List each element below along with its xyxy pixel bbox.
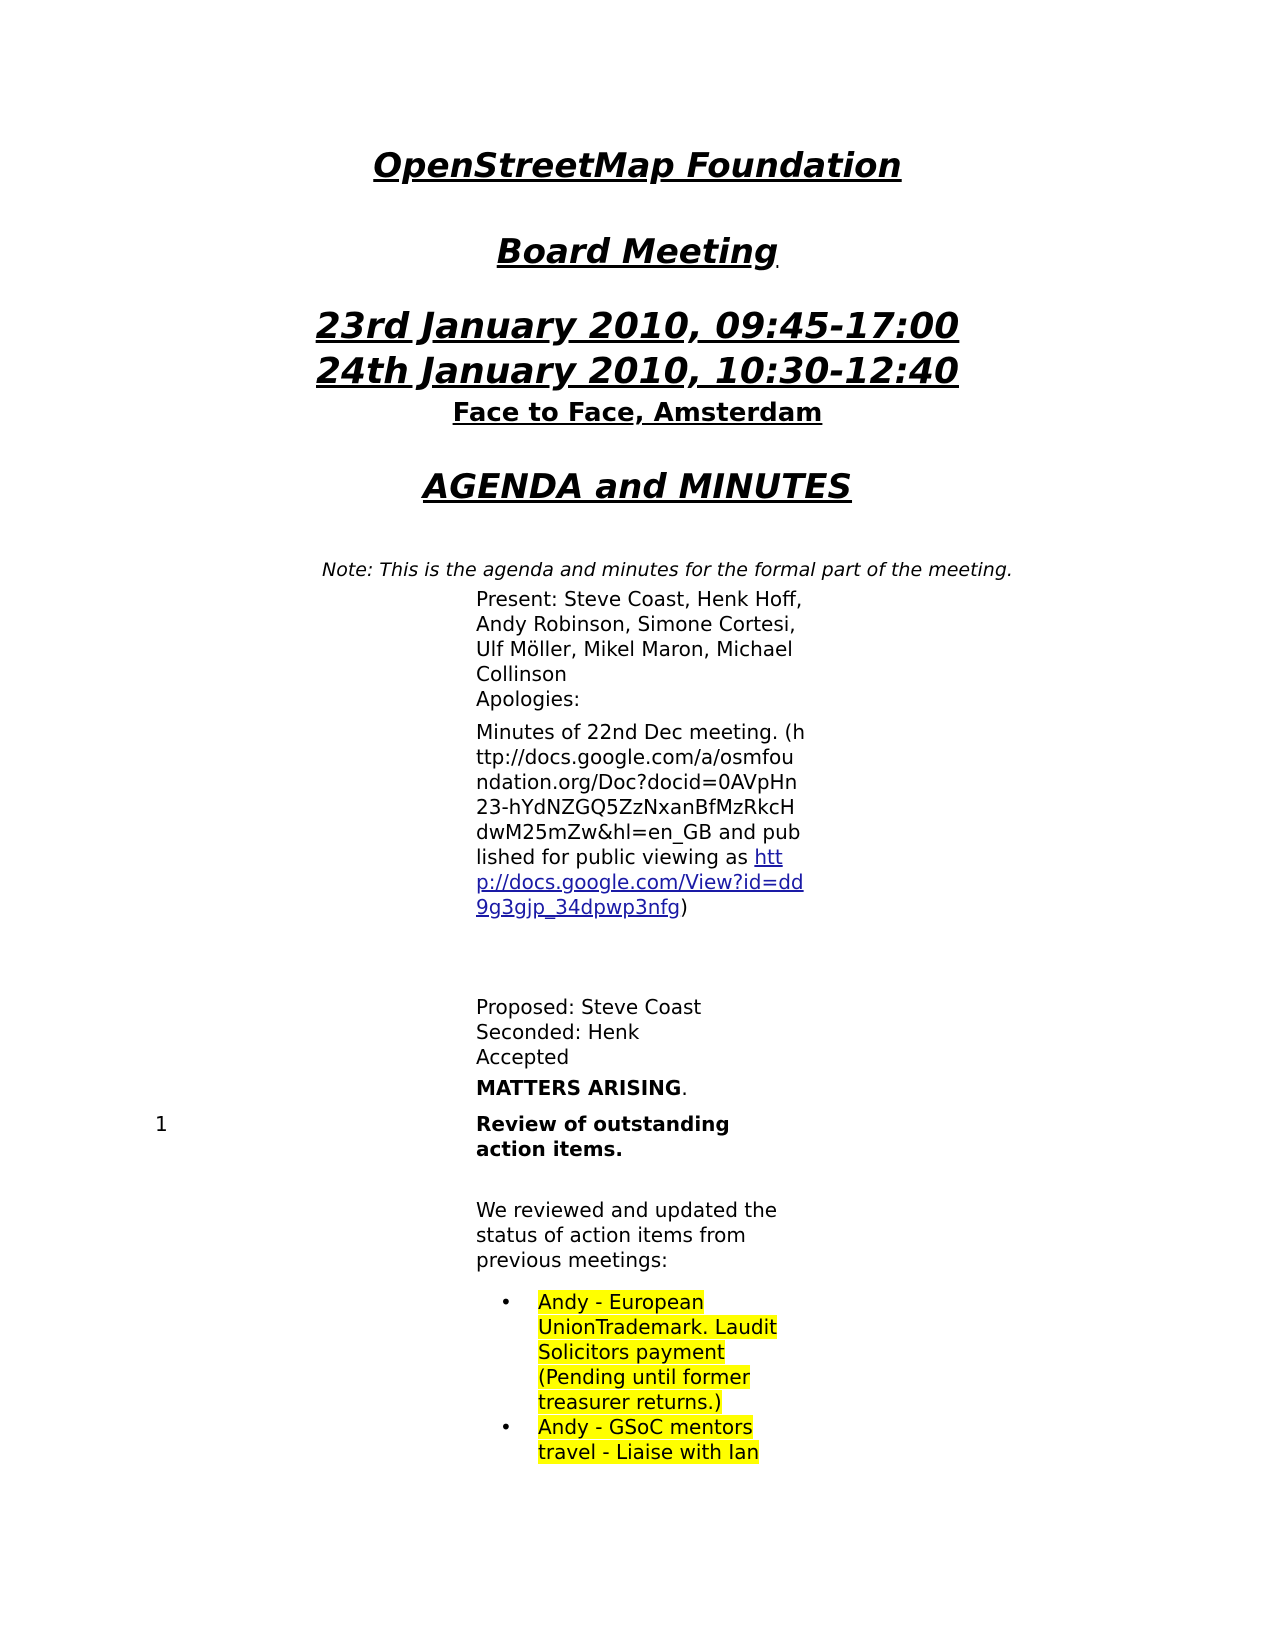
bullet-icon: • (500, 1290, 512, 1314)
matters-arising-period: . (681, 1076, 688, 1100)
action-item-text: Andy - European UnionTrademark. Laudit Solicitors payment (Pending until former treasurer returns.) (538, 1290, 777, 1414)
bullet-icon: • (500, 1415, 512, 1439)
agenda-item-number: 1 (155, 1112, 168, 1136)
minutes-vote (476, 995, 806, 1070)
previous-minutes (476, 720, 806, 920)
agenda-item-title: Review of outstanding action items. (476, 1112, 730, 1161)
attendance-section (476, 587, 806, 712)
list-item (476, 1290, 806, 1415)
present-list: Present: Steve Coast, Henk Hoff, Andy Robinson, Simone Cortesi, Ulf Möller, Mikel Maron, Michael Collinson (476, 587, 803, 686)
action-items-list (476, 1290, 806, 1465)
agenda-heading: AGENDA and MINUTES (422, 467, 853, 507)
meeting-title: Board Meeting (496, 232, 779, 272)
meeting-location: Face to Face, Amsterdam (452, 398, 823, 428)
matters-arising-label: MATTERS ARISING (476, 1076, 682, 1100)
vote-result: Accepted (476, 1045, 570, 1069)
matters-arising-heading (476, 1076, 806, 1101)
agenda-note: Note: This is the agenda and minutes for the formal part of the meeting. (322, 559, 1013, 581)
minutes-text-close: ) (680, 895, 688, 919)
action-item-text: Andy - GSoC mentors travel - Liaise with Ian (538, 1415, 760, 1464)
seconded-by: Seconded: Henk (476, 1020, 640, 1044)
apologies-label: Apologies: (476, 687, 581, 711)
agenda-item-body: We reviewed and updated the status of action items from previous meetings: (476, 1198, 778, 1272)
minutes-text: Minutes of 22nd Dec meeting. (http://docs.google.com/a/osmfoundation.org/Doc?docid=0AVpHn23-hYdNZGQ5ZzNxanBfMzRkcHdwM25mZw&hl=en_GB and published for public viewing as (476, 720, 806, 869)
public-minutes-link[interactable]: http://docs.google.com/View?id=dd9g3gjp_34dpwp3nfg (476, 845, 804, 919)
list-item (476, 1415, 806, 1465)
organization-title: OpenStreetMap Foundation (373, 146, 902, 186)
meeting-date-day-two: 24th January 2010, 10:30-12:40 (316, 351, 959, 392)
proposed-by: Proposed: Steve Coast (476, 995, 702, 1019)
meeting-date-day-one: 23rd January 2010, 09:45-17:00 (315, 306, 960, 347)
